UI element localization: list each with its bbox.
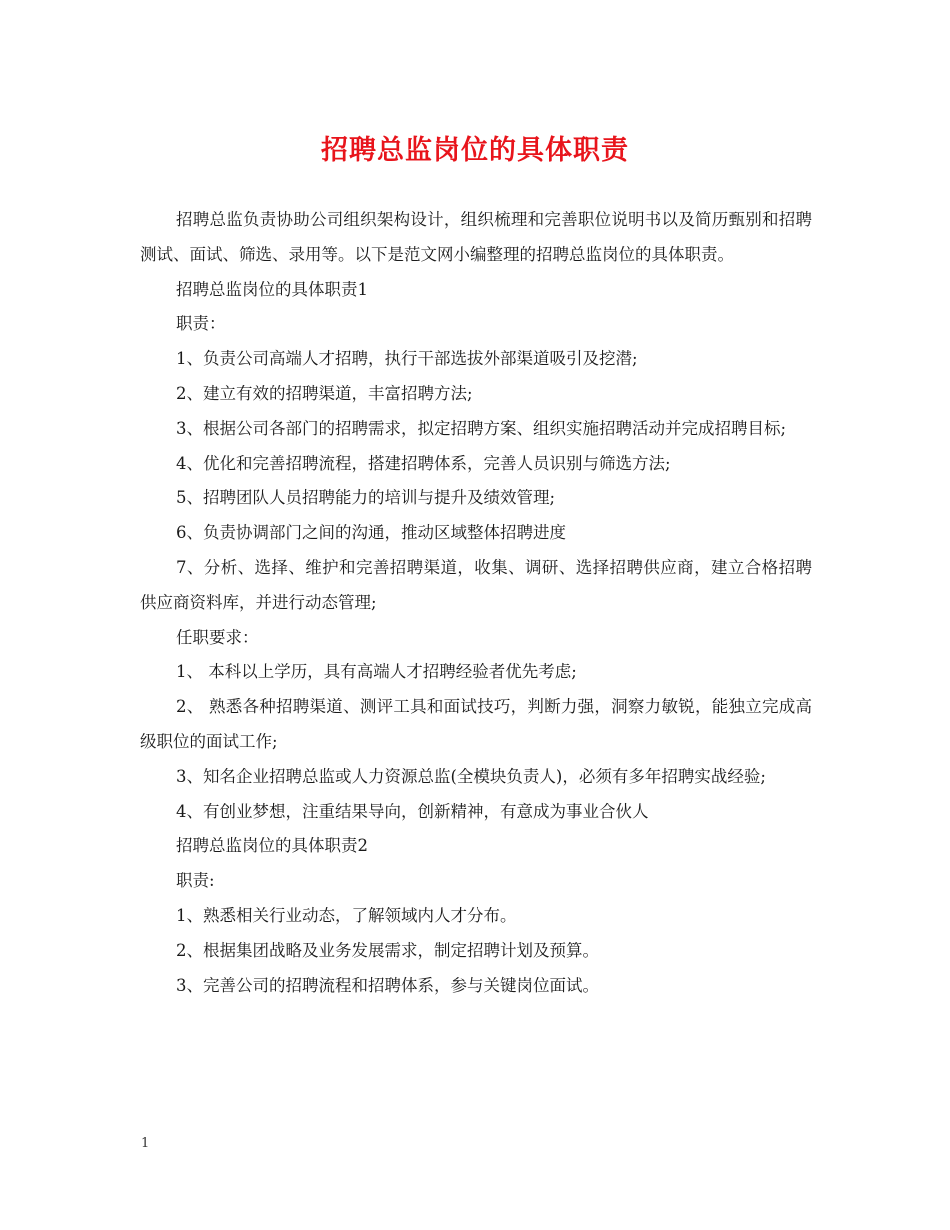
duty-item: 2、根据集团战略及业务发展需求，制定招聘计划及预算。 xyxy=(176,940,599,960)
duty-item: 5、招聘团队人员招聘能力的培训与提升及绩效管理; xyxy=(176,488,556,508)
requirement-item: 2、 熟悉各种招聘渠道、测评工具和面试技巧，判断力强，洞察力敏锐，能独立完成高级职位的面试工作; xyxy=(140,697,812,751)
requirements-label: 任职要求： xyxy=(176,627,259,647)
requirement-item: 1、 本科以上学历，具有高端人才招聘经验者优先考虑; xyxy=(176,662,577,682)
duty-item: 1、熟悉相关行业动态，了解领域内人才分布。 xyxy=(176,905,517,925)
section-heading-2: 招聘总监岗位的具体职责2 xyxy=(176,836,368,856)
duty-item: 3、完善公司的招聘流程和招聘体系，参与关键岗位面试。 xyxy=(176,975,599,995)
intro-paragraph: 招聘总监负责协助公司组织架构设计，组织梳理和完善职位说明书以及简历甄别和招聘测试、面试、筛选、录用等。以下是范文网小编整理的招聘总监岗位的具体职责。 xyxy=(140,210,812,264)
section-heading-1: 招聘总监岗位的具体职责1 xyxy=(176,279,368,299)
document-body xyxy=(140,203,812,1003)
document-title: 招聘总监岗位的具体职责 xyxy=(321,135,629,166)
duty-item: 4、优化和完善招聘流程，搭建招聘体系，完善人员识别与筛选方法; xyxy=(176,453,671,473)
requirement-item: 4、有创业梦想，注重结果导向，创新精神，有意成为事业合伙人 xyxy=(176,801,649,821)
duties-label-1: 职责： xyxy=(176,314,226,334)
duties-label-2: 职责: xyxy=(176,871,215,891)
duty-item: 3、根据公司各部门的招聘需求，拟定招聘方案、组织实施招聘活动并完成招聘目标; xyxy=(176,418,787,438)
duty-item: 6、负责协调部门之间的沟通，推动区域整体招聘进度 xyxy=(176,523,566,543)
duty-item: 2、建立有效的招聘渠道，丰富招聘方法; xyxy=(176,383,473,403)
page-number: 1 xyxy=(141,1136,150,1151)
duty-item: 7、分析、选择、维护和完善招聘渠道，收集、调研、选择招聘供应商，建立合格招聘供应商资料库，并进行动态管理; xyxy=(140,557,812,612)
duty-item: 1、负责公司高端人才招聘，执行干部选拔外部渠道吸引及挖潜; xyxy=(176,349,638,369)
requirement-item: 3、知名企业招聘总监或人力资源总监(全模块负责人)，必须有多年招聘实战经验; xyxy=(176,766,766,786)
